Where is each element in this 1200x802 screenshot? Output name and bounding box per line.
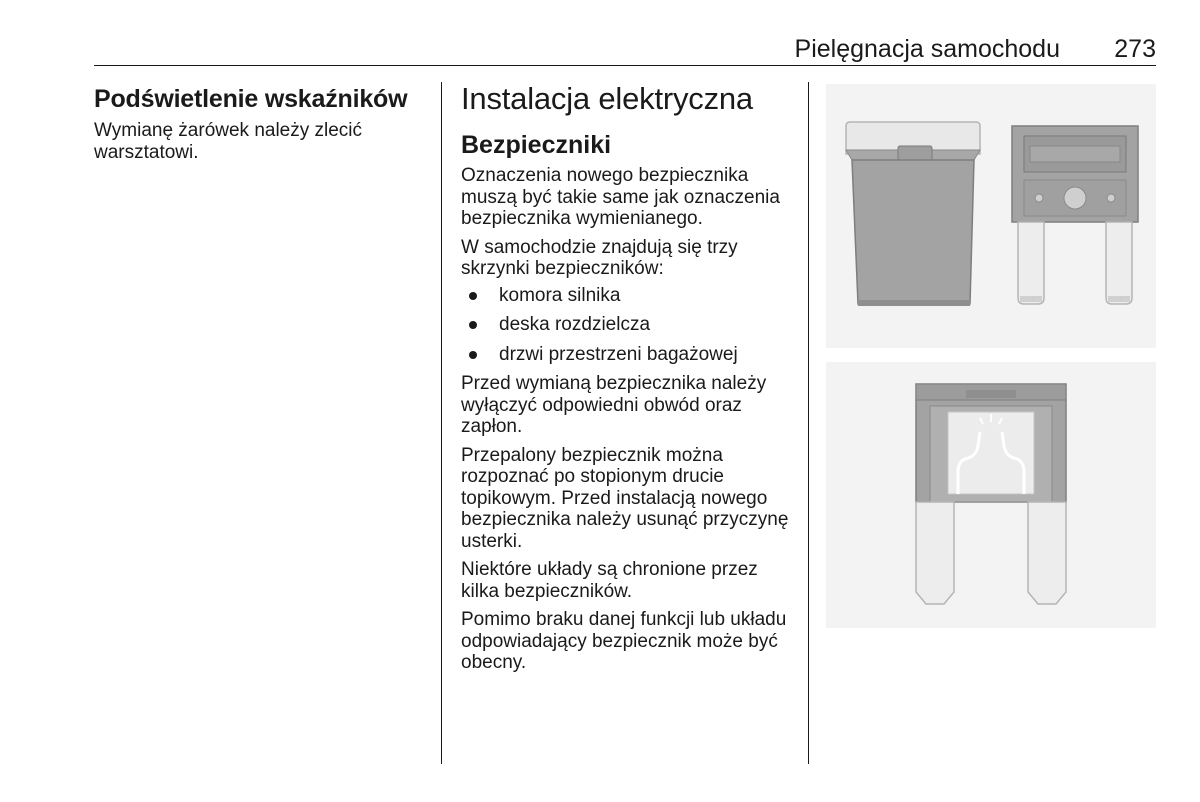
paragraph-fuse-markings: Oznaczenia nowego bezpiecznika muszą być takie same jak oznaczenia bezpiecznika wymienianego.	[461, 165, 780, 229]
blown-fuse-illustration	[826, 362, 1156, 628]
fuse-illustration-side-front	[826, 84, 1156, 348]
paragraph-multiple-fuses: Niektóre układy są chronione przez kilka bezpieczników.	[461, 559, 758, 602]
header-rule	[94, 65, 1156, 66]
section-title-electrical-system: Instalacja elektryczna	[461, 81, 753, 116]
instrument-lighting-text: Wymianę żarówek należy zlecić warsztatowi.	[94, 120, 363, 163]
subheading-fuses: Bezpieczniki	[461, 131, 612, 159]
column-divider-left	[441, 82, 442, 764]
section-heading-instrument-lighting: Podświetlenie wskaźników	[94, 85, 408, 113]
paragraph-fuse-boxes: W samochodzie znajdują się trzy skrzynki bezpieczników:	[461, 236, 738, 279]
column-divider-right	[808, 82, 809, 764]
list-item: komora silnika	[461, 285, 801, 307]
running-header-title: Pielęgnacja samochodu	[794, 35, 1060, 63]
page-number: 273	[1114, 35, 1156, 63]
paragraph-blown-fuse: Przepalony bezpiecznik można rozpoznać po stopionym drucie topikowym. Przed instalacją nowego bezpiecznika należy usunąć przyczynę usterki.	[461, 444, 789, 552]
list-item: drzwi przestrzeni bagażowej	[461, 344, 801, 366]
left-column	[94, 84, 429, 170]
fuse-side-and-front-views	[826, 84, 1156, 348]
fuse-side-view	[846, 122, 980, 306]
fuse-front-view	[1012, 126, 1138, 304]
paragraph-switch-off: Przed wymianą bezpiecznika należy wyłączyć odpowiedni obwód oraz zapłon.	[461, 373, 767, 437]
fuse-box-list	[461, 285, 801, 366]
middle-column	[461, 80, 801, 681]
list-item: deska rozdzielcza	[461, 314, 801, 336]
paragraph-fuse-present: Pomimo braku danej funkcji lub układu odpowiadający bezpiecznik może być obecny.	[461, 609, 787, 673]
blown-fuse-view	[826, 362, 1156, 628]
